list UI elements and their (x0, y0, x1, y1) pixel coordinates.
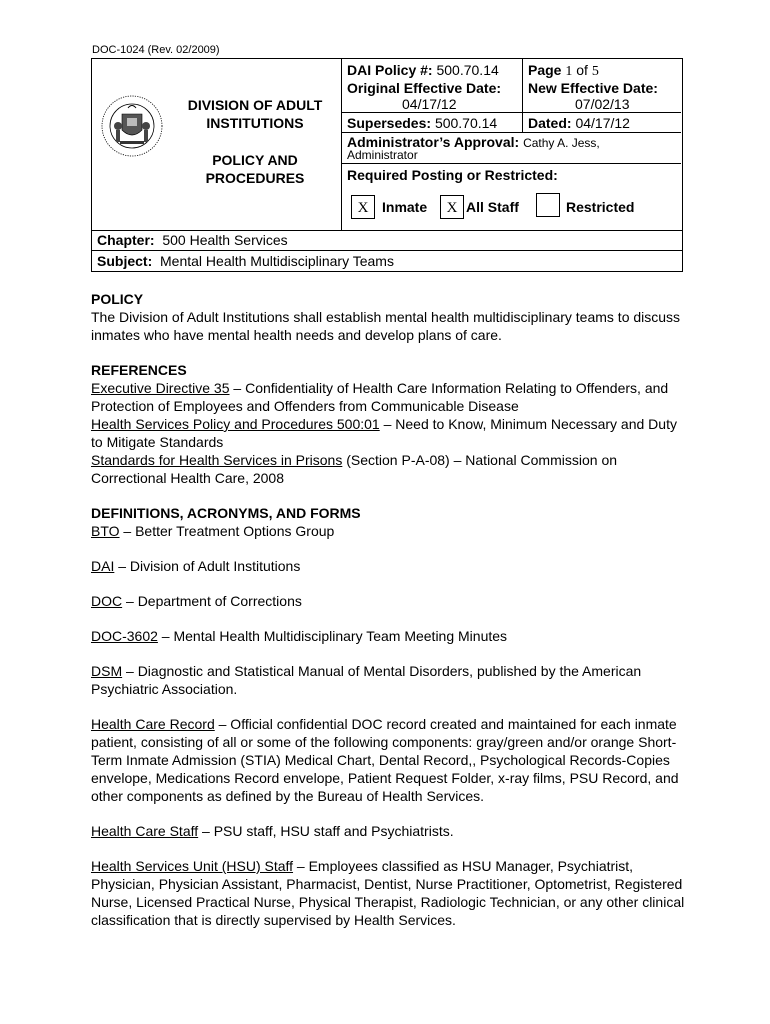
definition-item: DOC – Department of Corrections (91, 593, 302, 609)
definition-item: DSM – Diagnostic and Statistical Manual of Mental Disorders, published by the American Psychiatric Association. (91, 663, 642, 697)
new-eff-date: 07/02/13 (575, 96, 630, 112)
reference-link[interactable]: Standards for Health Services in Prisons (91, 452, 343, 468)
reference-item: Health Services Policy and Procedures 500:01 – Need to Know, Minimum Necessary and Duty to Mitigate Standards (91, 416, 677, 450)
definition-term: Health Services Unit (HSU) Staff (91, 858, 294, 874)
definition-term: Health Care Staff (91, 823, 199, 839)
definition-term: DSM (91, 663, 123, 679)
definition-term: DOC (91, 593, 123, 609)
definition-term: Health Care Record (91, 716, 215, 732)
administrator-approval: Administrator’s Approval: Cathy A. Jess, (347, 134, 600, 150)
document-body (91, 290, 691, 929)
orig-eff-date: 04/17/12 (402, 96, 457, 112)
chapter-row: Chapter: 500 Health Services (97, 232, 288, 248)
allstaff-checkbox[interactable]: X (440, 195, 464, 219)
definition-term: DAI (91, 558, 115, 574)
allstaff-label: All Staff (466, 199, 519, 215)
policy-number-field: DAI Policy #: 500.70.14 (347, 62, 499, 78)
orig-eff-label: Original Effective Date: (347, 80, 502, 96)
definition-term: DOC-3602 (91, 628, 158, 644)
policy-heading: POLICY (91, 291, 144, 307)
restricted-label: Restricted (566, 199, 635, 215)
definition-item: Health Care Staff – PSU staff, HSU staff and Psychiatrists. (91, 823, 454, 839)
definition-item: DAI – Division of Adult Institutions (91, 558, 301, 574)
reference-link[interactable]: Health Services Policy and Procedures 500:01 (91, 416, 380, 432)
supersedes-field: Supersedes: 500.70.14 (347, 115, 498, 131)
reference-item: Executive Directive 35 – Confidentiality of Health Care Information Relating to Offenders, and Protection of Employees and Offenders from Communicable Disease (91, 380, 669, 414)
definition-item: Health Care Record – Official confidential DOC record created and maintained for each inmate patient, consisting of all or some of the following components: gray/green and/or orange Short-Term Inmate Admission (STIA) Medical Chart, Dental Record,, Psychological Records-Copies envelope, Medications Record envelope, Patient Request Folder, x-ray films, PSU Record, and other components as defined by the Bureau of Health Services. (91, 716, 679, 804)
posting-label: Required Posting or Restricted: (347, 167, 558, 183)
state-seal-icon (100, 94, 164, 158)
inmate-label: Inmate (382, 199, 428, 215)
definition-item: Health Services Unit (HSU) Staff – Employees classified as HSU Manager, Psychiatrist, Physician, Physician Assistant, Pharmacist, Dentist, Nurse Practitioner, Optometrist, Registered Nurse, Licensed Practical Nurse, Physical Therapist, Radiologic Technician, or any other clinical classification that is directly supervised by Health Services. (91, 858, 685, 928)
new-eff-label: New Effective Date: (528, 80, 658, 96)
inmate-checkbox[interactable]: X (351, 195, 375, 219)
definition-term: BTO (91, 523, 120, 539)
references-heading: REFERENCES (91, 362, 187, 378)
policy-text: The Division of Adult Institutions shall establish mental health multidisciplinary teams to discuss inmates who have mental health needs and develop plans of care. (91, 309, 681, 343)
page-indicator: Page 1 of 5 (528, 62, 599, 79)
reference-link[interactable]: Executive Directive 35 (91, 380, 230, 396)
subject-row: Subject: Mental Health Multidisciplinary Teams (97, 253, 394, 269)
definitions-heading: DEFINITIONS, ACRONYMS, AND FORMS (91, 505, 361, 521)
restricted-checkbox[interactable] (536, 193, 560, 217)
definition-item: DOC-3602 – Mental Health Multidisciplinary Team Meeting Minutes (91, 628, 508, 644)
division-title: DIVISION OF ADULT INSTITUTIONS (187, 97, 323, 131)
policy-procedures-title: POLICY AND PROCEDURES (205, 152, 305, 186)
definition-item: BTO – Better Treatment Options Group (91, 523, 335, 539)
reference-item: Standards for Health Services in Prisons (Section P-A-08) – National Commission on Correctional Health Care, 2008 (91, 452, 618, 486)
dated-field: Dated: 04/17/12 (528, 115, 630, 131)
form-number: DOC-1024 (Rev. 02/2009) (92, 44, 220, 56)
approval-title: Administrator (347, 148, 418, 162)
